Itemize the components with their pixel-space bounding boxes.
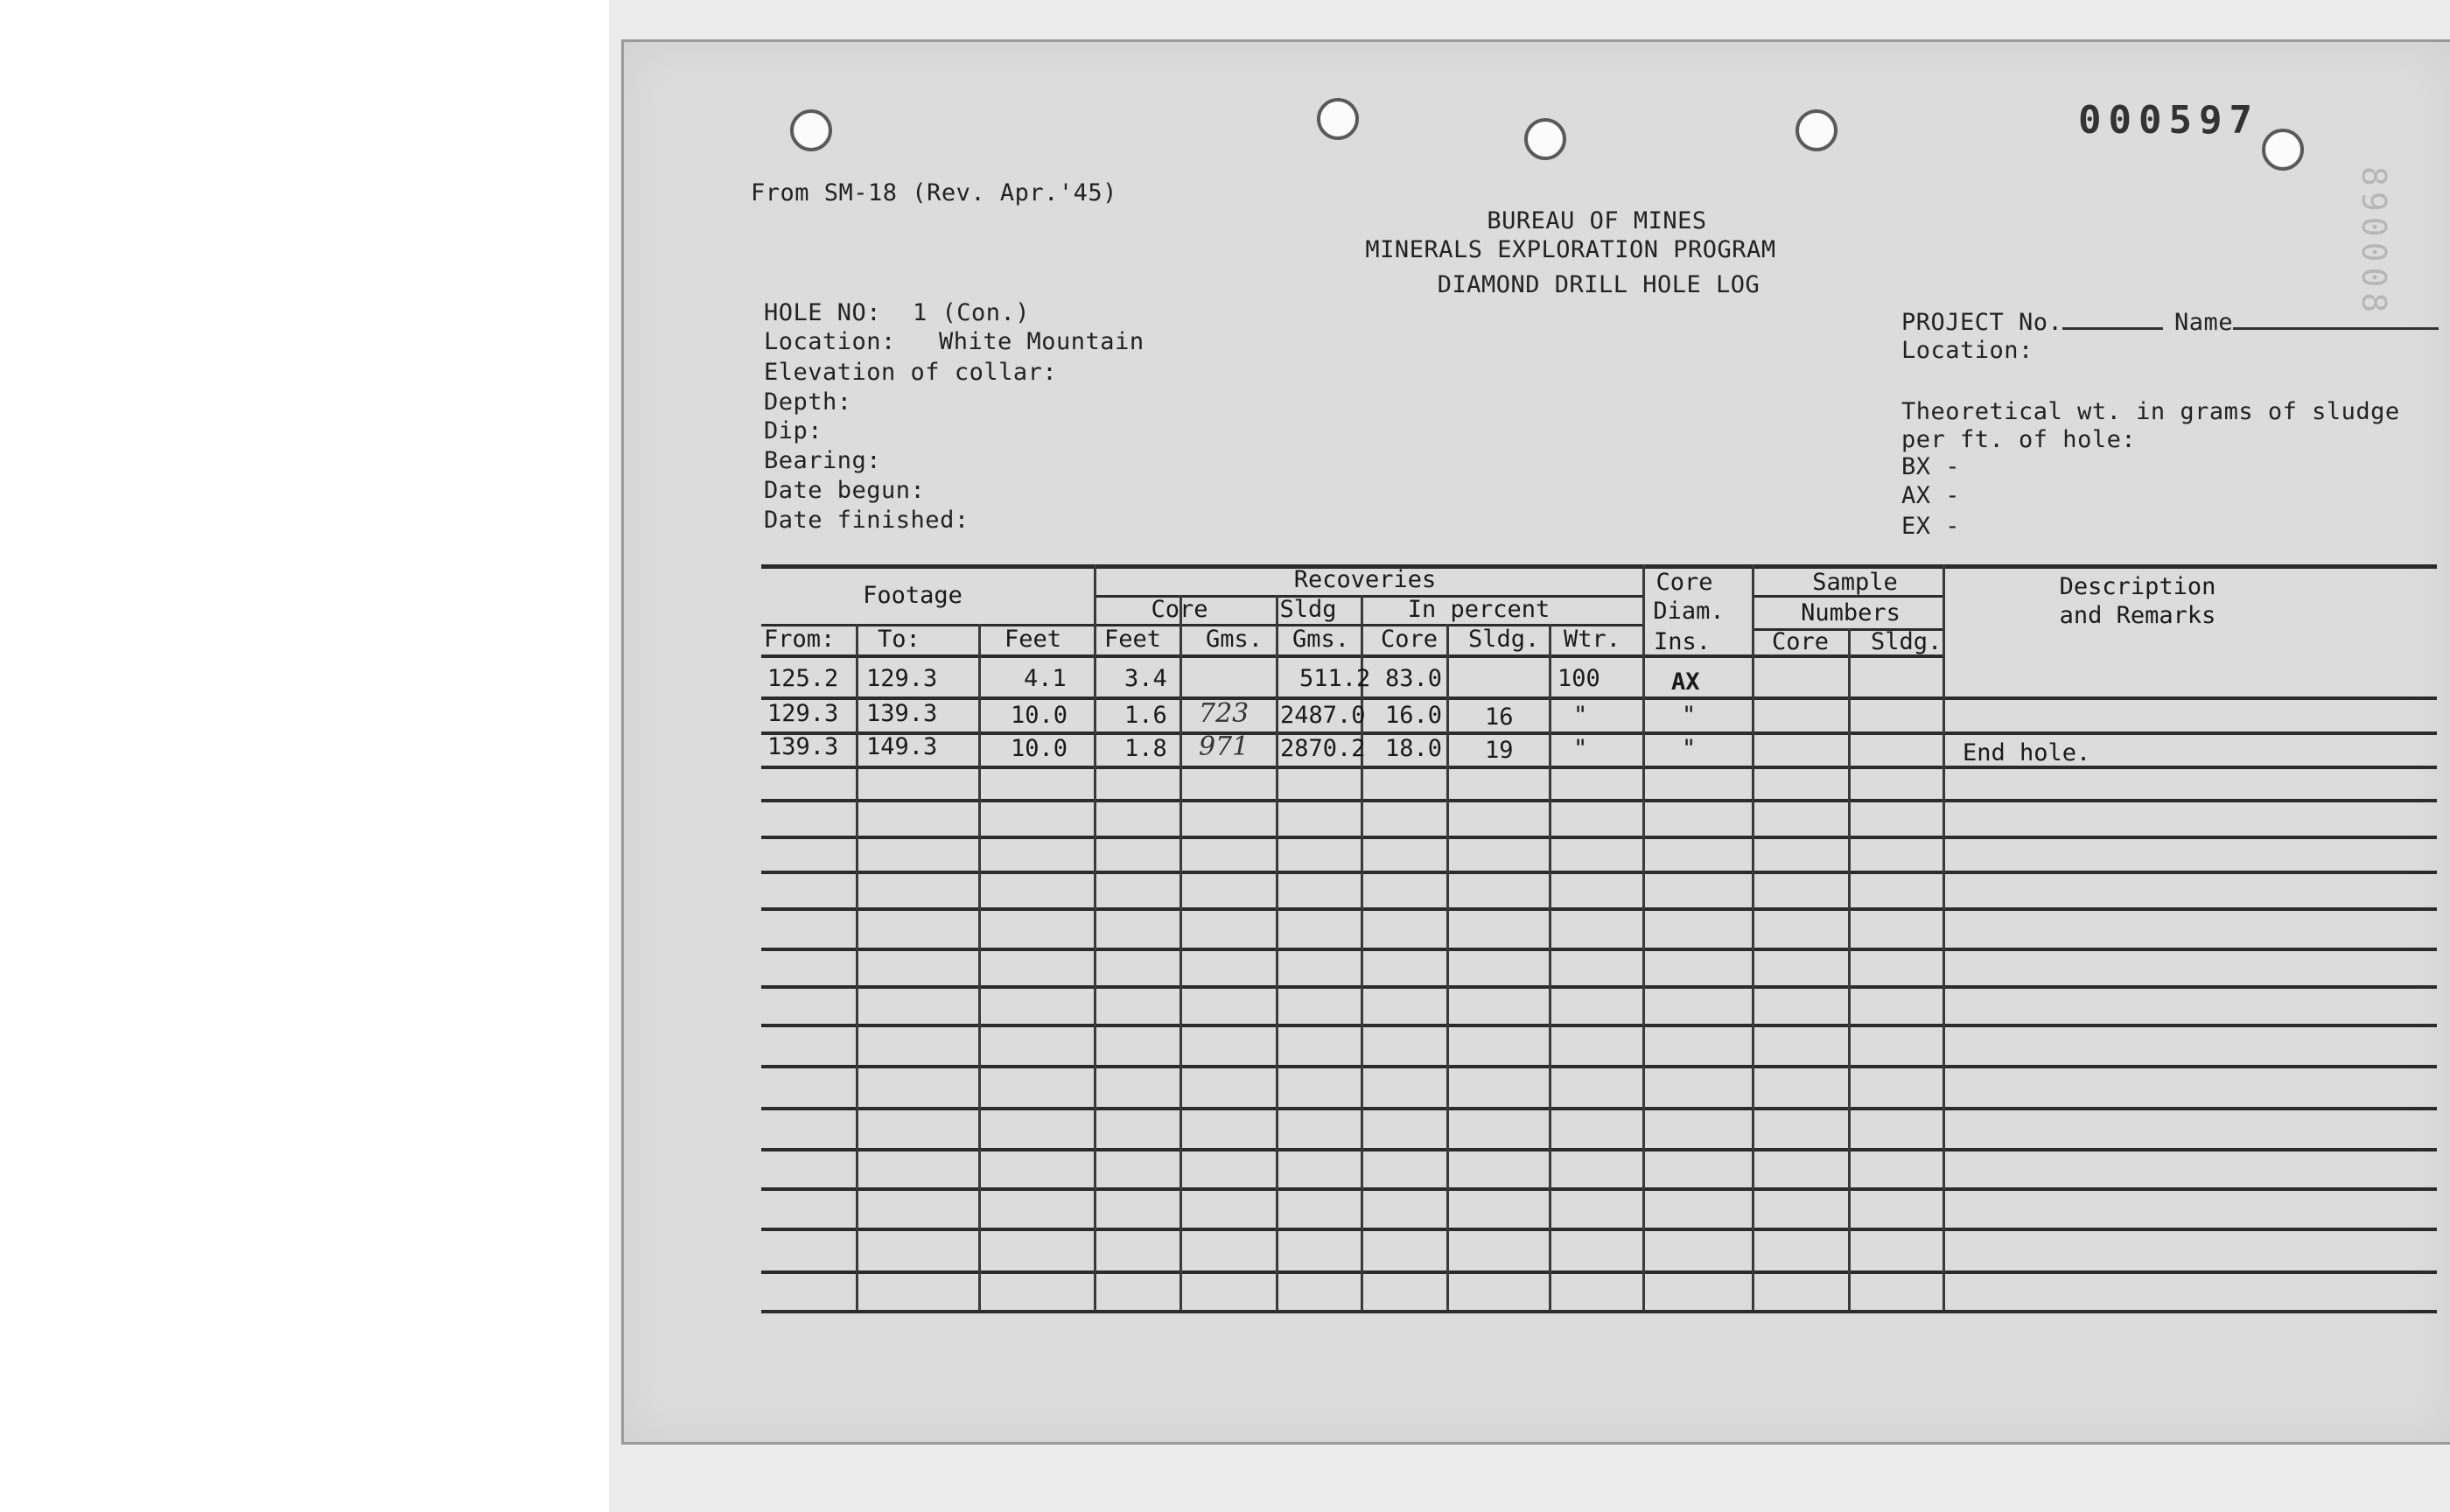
table-row-1-diam: AX [1671,668,1700,696]
elevation-label: Elevation of collar: [764,359,1058,386]
column-rule [978,624,981,1311]
program-title: MINERALS EXPLORATION PROGRAM [1365,236,1776,263]
hole-no-value: 1 (Con.) [913,299,1031,326]
column-header-sample-core: Core [1772,628,1830,655]
table-row-2-diam: " [1682,702,1697,729]
column-rule [1180,595,1182,1311]
row-rule [761,1228,2437,1231]
column-rule [1276,595,1278,1311]
table-row-3-feet: 10.0 [1011,735,1068,762]
table-row-2-core-feet: 1.6 [1124,702,1167,729]
row-rule [761,985,2437,989]
column-header-feet: Feet [1004,626,1062,653]
theoretical-weight-line1: Theoretical wt. in grams of sludge [1901,398,2400,425]
column-rule [1942,564,1945,1311]
table-row-3-core-feet: 1.8 [1124,735,1167,762]
core-recovery-header: Core [1151,596,1208,623]
table-row-2-pct-core: 16.0 [1385,702,1443,729]
in-percent-header: In percent [1407,596,1550,623]
row-rule [761,1024,2437,1027]
ax-label: AX - [1901,482,1961,509]
column-rule [1642,564,1645,1311]
serial-number: 000597 [2078,98,2259,143]
sample-numbers-header-1: Sample [1812,569,1898,596]
name-label [2174,308,2439,336]
form-number: From SM-18 (Rev. Apr.'45) [751,179,1117,206]
description-header-2: and Remarks [2059,602,2216,629]
row-rule [761,871,2437,874]
table-row-1-from: 125.2 [767,665,839,692]
column-rule [1094,564,1096,1311]
row-rule [761,1310,2437,1313]
table-row-1-feet: 4.1 [1024,665,1067,692]
column-header-core-gms: Gms. [1206,626,1264,653]
row-rule [761,799,2437,802]
project-no-text: PROJECT No. [1901,309,2063,336]
column-header-sample-sldg: Sldg. [1871,628,1942,655]
core-diam-header-2: Diam. [1653,598,1725,625]
table-row-3-remarks: End hole. [1963,739,2091,766]
bx-label: BX - [1901,453,1961,480]
row-rule [761,1107,2437,1110]
theoretical-weight-line2: per ft. of hole: [1901,426,2137,453]
side-stamp: 890008 [2355,166,2393,318]
sldg-recovery-header: Sldg [1279,596,1337,623]
footage-header: Footage [863,582,962,609]
description-header-1: Description [2059,573,2216,600]
row-rule [761,907,2437,911]
table-row-3-pct-sldg: 19 [1485,737,1514,764]
row-rule [761,1270,2437,1274]
column-header-core-feet: Feet [1104,626,1162,653]
name-blank [2233,308,2439,330]
table-row-2-feet: 10.0 [1011,702,1068,729]
punch-hole [2262,129,2304,171]
punch-hole [1524,118,1566,160]
table-row-3-sldg-gms: 2870.2 [1280,735,1366,762]
column-header-to: To: [878,626,920,653]
table-row-2-from: 129.3 [767,700,839,727]
recoveries-header: Recoveries [1293,566,1437,593]
date-finished-label: Date finished: [764,507,970,534]
table-row-3-wtr: " [1573,735,1588,762]
bearing-label: Bearing: [764,447,882,474]
table-row-1-core-feet: 3.4 [1124,665,1167,692]
column-header-wtr: Wtr. [1564,626,1621,653]
header-bottom-rule [761,654,1942,658]
column-rule [1446,624,1449,1311]
column-rule [1848,628,1851,1311]
punch-hole [1796,109,1838,151]
column-rule [856,624,858,1311]
dip-label: Dip: [764,417,823,444]
table-row-3-to: 149.3 [866,733,938,760]
date-begun-label: Date begun: [764,477,926,504]
punch-hole [1317,98,1359,140]
sample-numbers-header-2: Numbers [1801,599,1900,626]
project-no-label [1901,308,2163,336]
table-row-3-core-gms: 971 [1199,732,1250,762]
table-row-1-wtr: 100 [1558,665,1600,692]
table-row-2-to: 139.3 [866,700,938,727]
column-rule [1752,564,1754,1311]
project-no-blank [2062,308,2163,330]
row-rule [761,1065,2437,1068]
column-header-from: From: [764,626,836,653]
row-rule [761,696,2437,700]
hole-no-label: HOLE NO: [764,299,882,326]
table-row-2-wtr: " [1573,702,1588,729]
table-row-3-diam: " [1682,735,1697,762]
table-row-2-core-gms: 723 [1199,698,1250,729]
ex-label: EX - [1901,513,1961,540]
project-location-label: Location: [1901,337,2034,364]
name-text: Name [2174,309,2234,336]
table-row-1-pct-core: 83.0 [1385,665,1443,692]
agency-title: BUREAU OF MINES [1487,207,1707,234]
column-header-pct-sldg: Sldg. [1468,626,1540,653]
row-rule [761,948,2437,951]
column-header-sldg-gms: Gms. [1292,626,1350,653]
row-rule [761,766,2437,769]
location-value: White Mountain [939,328,1144,355]
table-row-2-sldg-gms: 2487.0 [1280,702,1366,729]
row-rule [761,836,2437,839]
table-row-2-pct-sldg: 16 [1485,704,1514,731]
table-row-3-from: 139.3 [767,733,839,760]
row-rule [761,1148,2437,1152]
core-diam-header-1: Core [1656,569,1713,596]
table-top-rule [761,564,2437,569]
log-title: DIAMOND DRILL HOLE LOG [1437,271,1760,298]
table-row-1-to: 129.3 [866,665,938,692]
column-header-pct-core: Core [1381,626,1438,653]
punch-hole [790,109,832,151]
table-row-3-pct-core: 18.0 [1385,735,1443,762]
header-rule [1096,624,1642,626]
row-rule [761,1187,2437,1191]
location-label: Location: [764,328,896,355]
column-header-ins: Ins. [1654,628,1712,655]
depth-label: Depth: [764,388,852,416]
table-row-1-sldg-gms: 511.2 [1299,665,1371,692]
column-rule [1549,624,1551,1311]
